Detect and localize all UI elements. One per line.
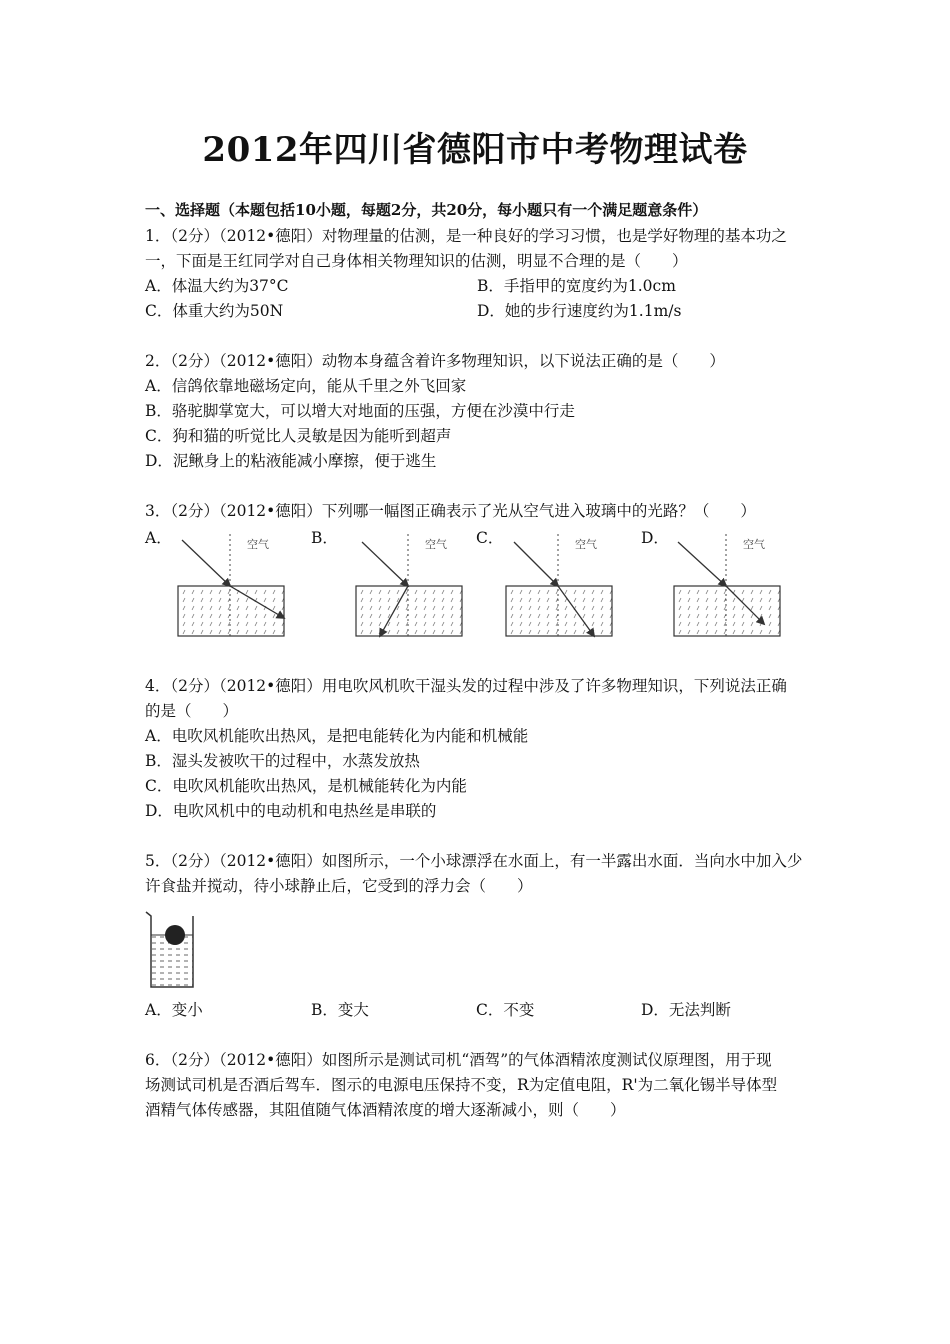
q1-option-d: D．她的步行速度约为1.1m/s <box>477 302 682 320</box>
glass-block <box>356 586 462 636</box>
q4-option-b: B．湿头发被吹干的过程中，水蒸发放热 <box>145 752 420 770</box>
q3-label-a: A． <box>145 529 172 547</box>
q3-diagram-d <box>668 532 788 640</box>
q4-stem-line2: 的是（ ） <box>145 702 239 720</box>
section-heading: 一、选择题（本题包括10小题，每题2分，共20分，每小题只有一个满足题意条件） <box>145 201 708 219</box>
q2-option-d: D．泥鳅身上的粘液能减小摩擦，便于逃生 <box>145 452 437 470</box>
q5-option-a: A．变小 <box>145 1001 203 1019</box>
glass-block <box>674 586 780 636</box>
q3-diagram-b <box>350 532 470 640</box>
air-label: 空气 <box>425 538 447 551</box>
incident-ray <box>678 542 726 586</box>
q6-stem-line3: 酒精气体传感器，其阻值随气体酒精浓度的增大逐渐减小，则（ ） <box>145 1101 626 1119</box>
q5-stem-line1: 5．（2分）（2012•德阳）如图所示，一个小球漂浮在水面上，有一半露出水面．当向水中加入少 <box>145 852 803 870</box>
q1-stem-line2: 一，下面是王红同学对自己身体相关物理知识的估测，明显不合理的是（ ） <box>145 252 688 270</box>
floating-ball <box>165 925 185 945</box>
q1-option-a: A．体温大约为37°C <box>145 277 289 295</box>
q6-stem-line2: 场测试司机是否酒后驾车．图示的电源电压保持不变，R为定值电阻，R'为二氧化锡半导体型 <box>145 1076 778 1094</box>
q5-option-c: C．不变 <box>476 1001 535 1019</box>
q4-option-c: C．电吹风机能吹出热风，是机械能转化为内能 <box>145 777 467 795</box>
q2-stem: 2．（2分）（2012•德阳）动物本身蕴含着许多物理知识，以下说法正确的是（ ） <box>145 352 725 370</box>
q2-option-c: C．狗和猫的听觉比人灵敏是因为能听到超声 <box>145 427 452 445</box>
q4-option-a: A．电吹风机能吹出热风，是把电能转化为内能和机械能 <box>145 727 529 745</box>
incident-ray <box>182 540 230 586</box>
q1-stem-line1: 1．（2分）（2012•德阳）对物理量的估测，是一种良好的学习习惯，也是学好物理的基本功之 <box>145 227 787 245</box>
air-label: 空气 <box>743 538 765 551</box>
q4-option-d: D．电吹风机中的电动机和电热丝是串联的 <box>145 802 437 820</box>
q3-label-d: D． <box>641 529 669 547</box>
q5-option-d: D．无法判断 <box>641 1001 731 1019</box>
page-title: 2012年四川省德阳市中考物理试卷 <box>202 130 748 170</box>
air-label: 空气 <box>575 538 597 551</box>
q6-stem-line1: 6．（2分）（2012•德阳）如图所示是测试司机“酒驾”的气体酒精浓度测试仪原理图，用于现 <box>145 1051 772 1069</box>
q4-stem-line1: 4．（2分）（2012•德阳）用电吹风机吹干湿头发的过程中涉及了许多物理知识，下列说法正确 <box>145 677 787 695</box>
q3-diagram-c <box>500 532 620 640</box>
q3-label-b: B． <box>311 529 338 547</box>
q5-option-b: B．变大 <box>311 1001 369 1019</box>
q3-diagram-a <box>172 532 292 640</box>
q2-option-b: B．骆驼脚掌宽大，可以增大对地面的压强，方便在沙漠中行走 <box>145 402 575 420</box>
incident-ray <box>362 542 408 586</box>
q2-option-a: A．信鸽依靠地磁场定向，能从千里之外飞回家 <box>145 377 467 395</box>
glass-block <box>178 586 284 636</box>
q1-option-b: B．手指甲的宽度约为1.0cm <box>477 277 676 295</box>
glass-block <box>506 586 612 636</box>
air-label: 空气 <box>247 538 269 551</box>
incident-ray <box>514 542 558 586</box>
q5-stem-line2: 许食盐并搅动，待小球静止后，它受到的浮力会（ ） <box>145 877 533 895</box>
q1-option-c: C．体重大约为50N <box>145 302 284 320</box>
q3-label-c: C． <box>476 529 504 547</box>
q5-beaker-diagram <box>143 910 201 990</box>
q3-stem: 3．（2分）（2012•德阳）下列哪一幅图正确表示了光从空气进入玻璃中的光路？（ ） <box>145 502 756 520</box>
